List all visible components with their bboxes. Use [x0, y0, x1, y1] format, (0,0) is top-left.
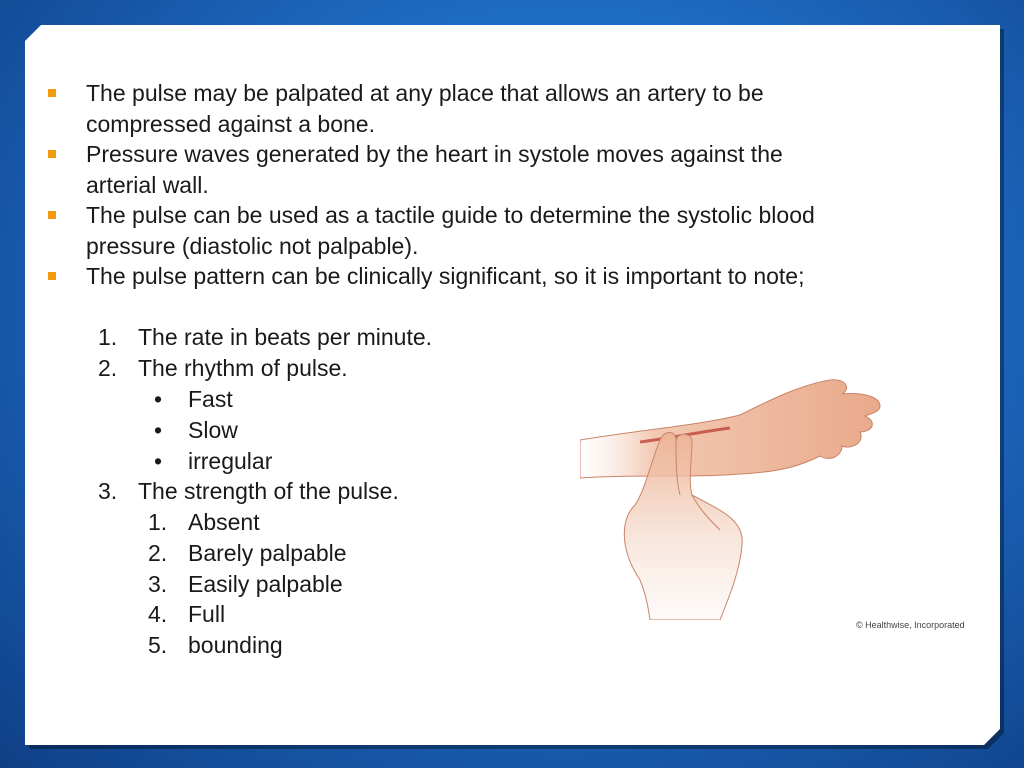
- bullet-text: The pulse pattern can be clinically significant, so it is important to note;: [86, 263, 805, 289]
- bullet-marker: [48, 272, 56, 280]
- item-text: Slow: [188, 417, 238, 443]
- list-item: [148, 415, 238, 446]
- wrist-pulse-illustration: [580, 370, 900, 620]
- list-item: [148, 599, 225, 630]
- bullet-marker: [48, 211, 56, 219]
- bullet-text: Pressure waves generated by the heart in systole moves against the arterial wall.: [86, 141, 783, 198]
- list-item: [148, 630, 283, 661]
- list-item: [98, 353, 348, 384]
- item-number: 5.: [148, 632, 168, 658]
- bullet-marker: [48, 150, 56, 158]
- list-item: [148, 538, 347, 569]
- item-number: 2.: [98, 355, 118, 381]
- list-item: [148, 507, 260, 538]
- bullet-text: The pulse can be used as a tactile guide to determine the systolic blood pressure (diastolic not palpable).: [86, 202, 815, 259]
- item-text: Full: [188, 601, 226, 627]
- item-number: 3.: [98, 478, 118, 504]
- item-text: The strength of the pulse.: [138, 478, 399, 504]
- item-number: 1.: [148, 509, 168, 535]
- bullet-dot: •: [154, 386, 163, 412]
- list-item: [98, 476, 399, 507]
- list-item: [98, 322, 432, 353]
- list-item: [148, 384, 233, 415]
- item-text: The rhythm of pulse.: [138, 355, 348, 381]
- bullet-2: [48, 139, 858, 200]
- bullet-marker: [48, 89, 56, 97]
- item-number: 3.: [148, 571, 168, 597]
- item-number: 1.: [98, 324, 118, 350]
- item-text: irregular: [188, 448, 273, 474]
- item-text: Absent: [188, 509, 260, 535]
- bullet-dot: •: [154, 417, 163, 443]
- item-text: Barely palpable: [188, 540, 347, 566]
- item-text: The rate in beats per minute.: [138, 324, 433, 350]
- bullet-1: [48, 78, 858, 139]
- bullet-text: The pulse may be palpated at any place that allows an artery to be compressed against a bone.: [86, 80, 764, 137]
- list-item: [148, 446, 272, 477]
- item-number: 4.: [148, 601, 168, 627]
- item-text: bounding: [188, 632, 283, 658]
- bullet-3: [48, 200, 858, 261]
- item-text: Easily palpable: [188, 571, 343, 597]
- list-item: [148, 569, 343, 600]
- bullet-dot: •: [154, 448, 163, 474]
- copyright-caption: © Healthwise, Incorporated: [856, 620, 965, 630]
- item-text: Fast: [188, 386, 233, 412]
- bullet-4: [48, 261, 858, 292]
- item-number: 2.: [148, 540, 168, 566]
